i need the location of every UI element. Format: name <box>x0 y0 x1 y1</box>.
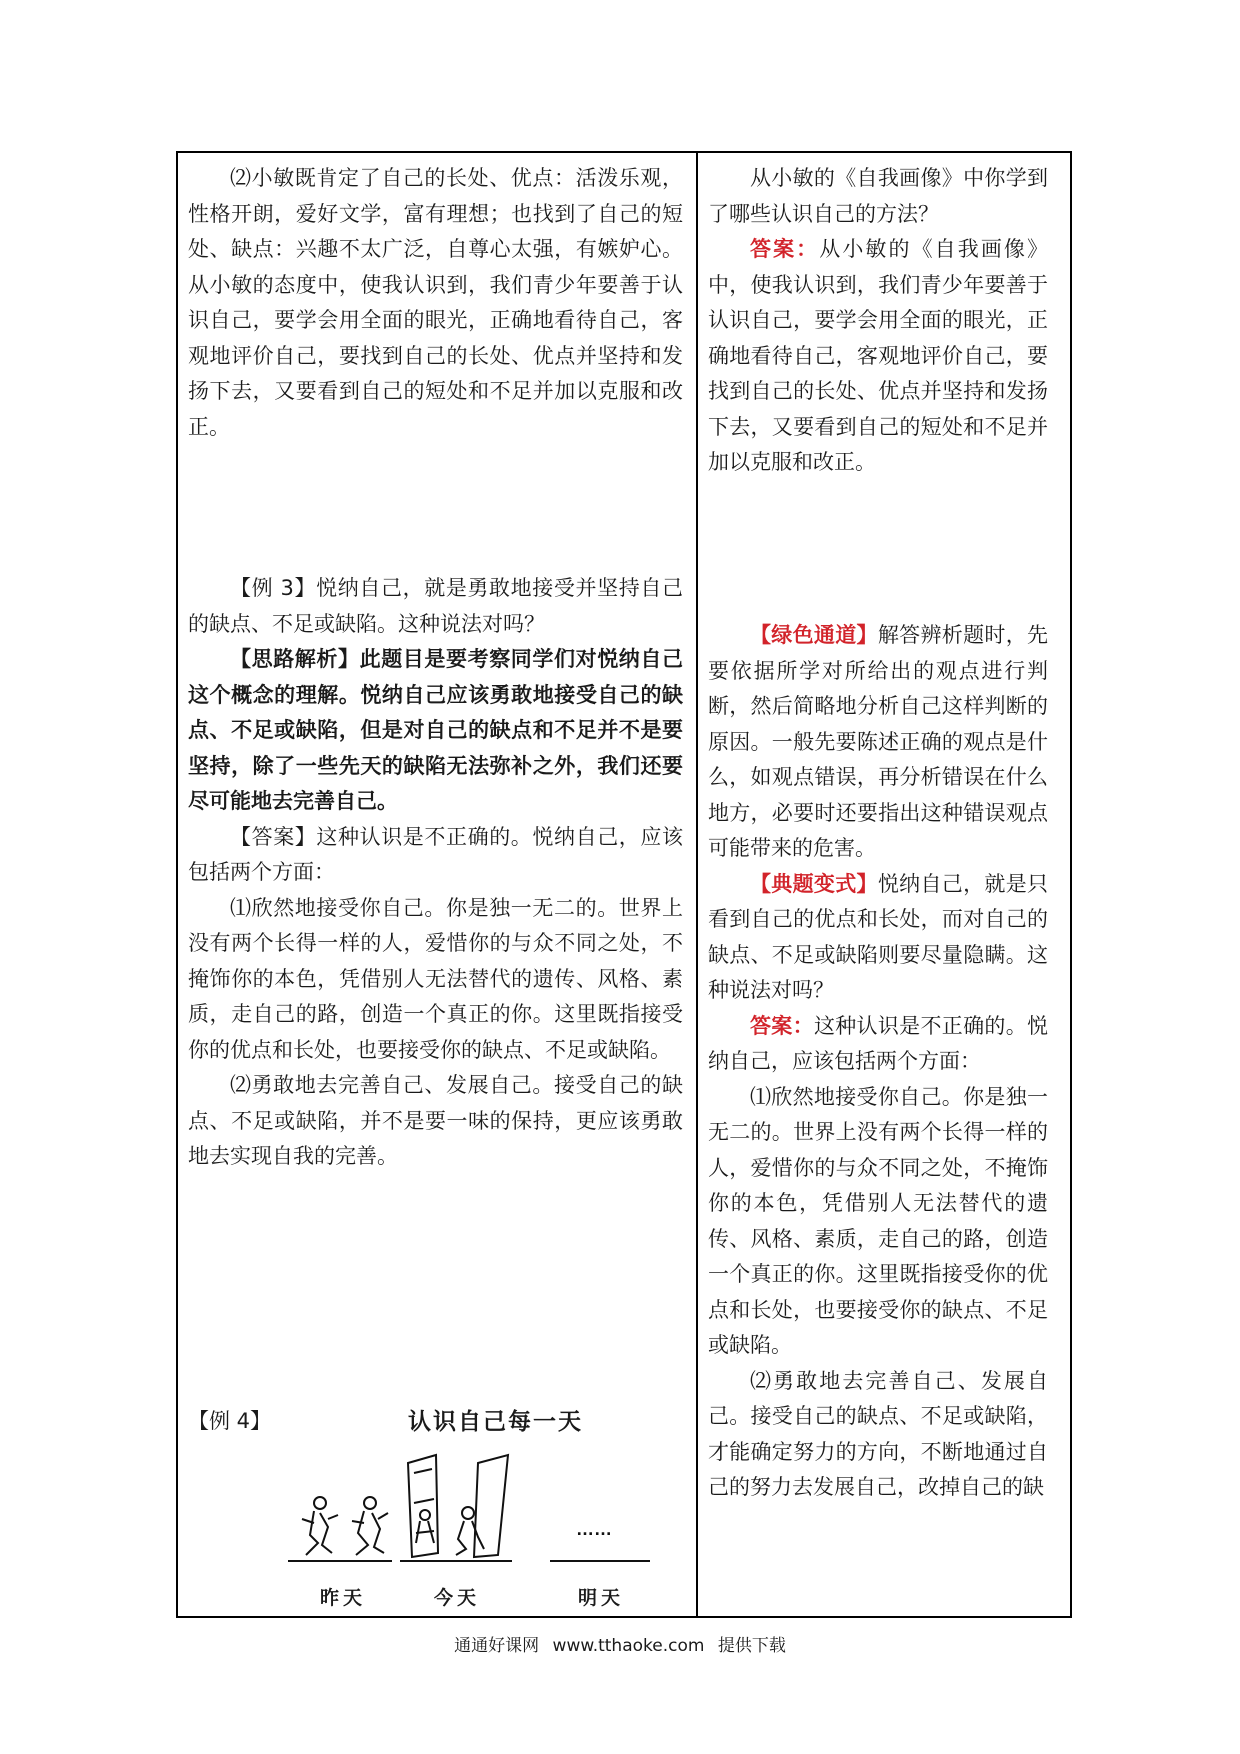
right-question: 从小敏的《自我画像》中你学到了哪些认识自己的方法？ <box>708 166 1048 226</box>
footer-url[interactable]: www.tthaoke.com <box>552 1636 705 1656</box>
example-4-label: 【例 4】 <box>188 1409 272 1433</box>
label-today: 今天 <box>434 1587 481 1609</box>
green-channel-text: 解答辨析题时，先要依据所学对所给出的观点进行判断，然后简略地分析自己这样判断的原因。一般先要陈述正确的观点是什么，如观点错误，再分析错误在什么地方，必要时还要指出这种错误观点可能带来的危害。 <box>708 623 1049 860</box>
self-awareness-cartoon <box>288 1403 688 1618</box>
tomorrow-ellipsis: …… <box>576 1519 612 1539</box>
label-yesterday: 昨天 <box>320 1587 367 1609</box>
variant-label: 【典题变式】 <box>750 871 878 896</box>
today-figures <box>408 1455 508 1557</box>
right-answer-text: 从小敏的《自我画像》中，使我认识到，我们青少年要善于认识自己，要学会用全面的眼光，正确地看待自己，客观地评价自己，要找到自己的长处、优点并坚持和发扬下去，又要看到自己的短处和不足并加以克服和改正。 <box>708 237 1048 474</box>
green-channel-label: 【绿色通道】 <box>750 623 878 647</box>
green-channel-block <box>708 618 1048 1506</box>
cartoon-drawing <box>288 1403 688 1583</box>
example-3-question: 【例 3】悦纳自己，就是勇敢地接受并坚持自己的缺点、不足或缺陷。这种说法对吗？ <box>188 576 683 636</box>
answer-point-2: ⑵勇敢地去完善自己、发展自己。接受自己的缺点、不足或缺陷，并不是要一味的保持，更应该勇敢地去实现自我的完善。 <box>188 1073 683 1168</box>
right-question-block <box>708 161 1048 481</box>
analysis-text: 【思路解析】此题目是要考察同学们对悦纳自己这个概念的理解。悦纳自己应该勇敢地接受自己的缺点、不足或缺陷，但是对自己的缺点和不足并不是要坚持，除了一些先天的缺陷无法弥补之外，我们还要尽可能地去完善自己。 <box>188 647 683 813</box>
variant-answer-label: 答案： <box>750 1013 814 1038</box>
right-answer-label: 答案： <box>750 237 820 261</box>
content-table <box>176 151 1072 1618</box>
right-answer <box>708 232 1048 481</box>
cartoon-title: 认识自己每一天 <box>408 1408 583 1435</box>
xiaomin-analysis-text: ⑵小敏既肯定了自己的长处、优点：活泼乐观，性格开朗，爱好文学，富有理想；也找到了自己的短处、缺点：兴趣不太广泛，自尊心太强，有嫉妒心。从小敏的态度中，使我认识到，我们青少年要善于认识自己，要学会用全面的眼光，正确地看待自己，客观地评价自己，要找到自己的长处、优点并坚持和发扬下去，又要看到自己的短处和不足并加以克服和改正。 <box>188 166 683 439</box>
variant-answer-text: 这种认识是不正确的。悦纳自己，应该包括两个方面： <box>708 1013 1049 1073</box>
left-column <box>178 153 698 1616</box>
answer-point-1: ⑴欣然地接受你自己。你是独一无二的。世界上没有两个长得一样的人，爱惜你的与众不同之处，不掩饰你的本色，凭借别人无法替代的遗传、风格、素质，走自己的路，创造一个真正的你。这里既指接受你的优点和长处，也要接受你的缺点、不足或缺陷。 <box>188 895 683 1062</box>
yesterday-figures <box>302 1497 388 1555</box>
left-paragraph-1 <box>188 161 683 445</box>
page-footer <box>0 1631 1240 1656</box>
variant-text: 悦纳自己，就是只看到自己的优点和长处，而对自己的缺点、不足或缺陷则要尽量隐瞒。这种说法对吗？ <box>708 871 1049 1002</box>
variant-question <box>708 867 1048 1009</box>
variant-answer <box>708 1009 1048 1080</box>
footer-site: 通通好课网 <box>454 1636 540 1656</box>
variant-point-2: ⑵勇敢地去完善自己、发展自己。接受自己的缺点、不足或缺陷，才能确定努力的方向，不断地通过自己的努力去发展自己，改掉自己的缺 <box>708 1368 1048 1499</box>
example-3-block <box>188 571 683 1175</box>
right-column <box>698 153 1070 1616</box>
label-tomorrow: 明天 <box>578 1587 625 1609</box>
footer-suffix: 提供下载 <box>717 1636 786 1656</box>
answer-intro: 【答案】这种认识是不正确的。悦纳自己，应该包括两个方面： <box>188 824 683 884</box>
green-channel <box>708 618 1048 867</box>
variant-point-1: ⑴欣然地接受你自己。你是独一无二的。世界上没有两个长得一样的人，爱惜你的与众不同之处，不掩饰你的本色，凭借别人无法替代的遗传、风格、素质，走自己的路，创造一个真正的你。这里既指接受你的优点和长处，也要接受你的缺点、不足或缺陷。 <box>708 1084 1048 1357</box>
